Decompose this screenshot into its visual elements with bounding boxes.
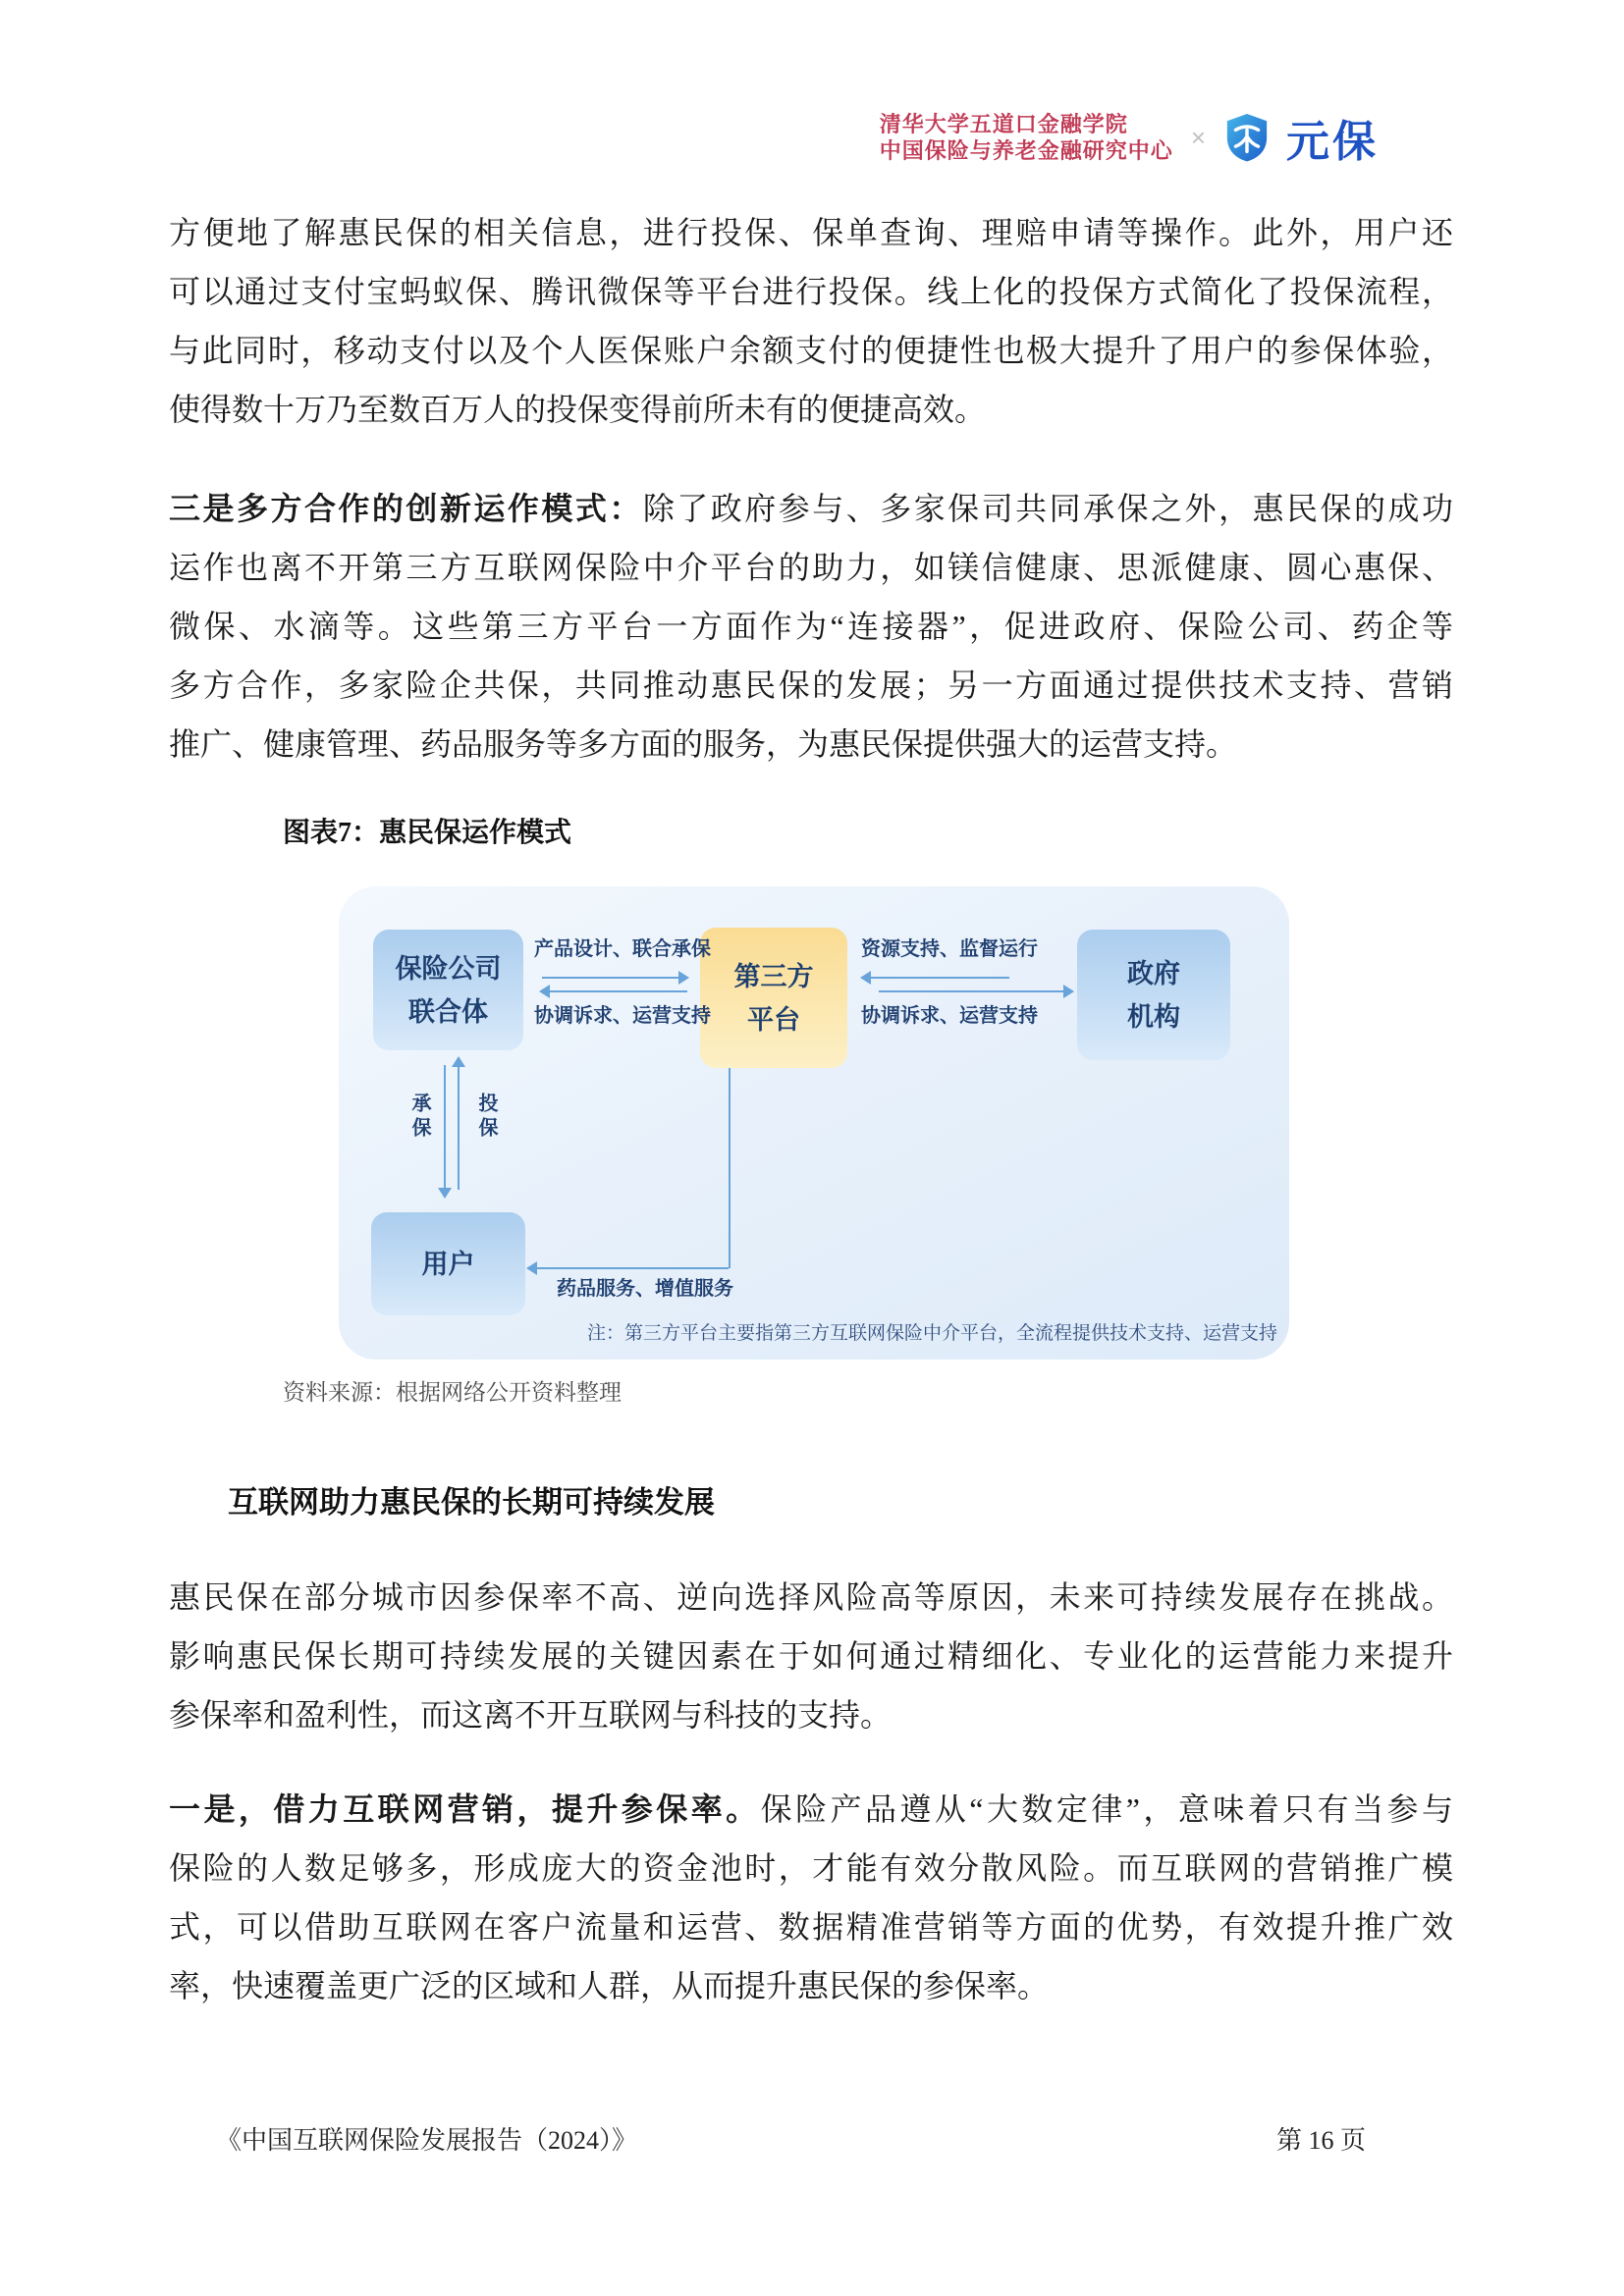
paragraph-3	[169, 1568, 1453, 1744]
paragraph-line: 微保、水滴等。这些第三方平台一方面作为“连接器”，促进政府、保险公司、药企等	[169, 609, 1453, 644]
paragraph-line: 参保率和盈利性，而这离不开互联网与科技的支持。	[169, 1697, 893, 1733]
yuanbao-shield-logo-icon	[1223, 112, 1271, 163]
node-label: 保险公司	[395, 953, 502, 984]
paragraph-line: 与此同时，移动支付以及个人医保账户余额支付的便捷性也极大提升了用户的参保体验，	[169, 333, 1453, 368]
paragraph-line: 运作也离不开第三方互联网保险中介平台的助力，如镁信健康、思派健康、圆心惠保、	[169, 550, 1453, 585]
paragraph-lead: 三是多方合作的创新运作模式：	[169, 491, 643, 526]
edge-label-coordination-right: 协调诉求、运营支持	[861, 1005, 1038, 1027]
paragraph-line	[169, 1780, 1453, 1839]
paragraph-line: 影响惠民保长期可持续发展的关键因素在于如何通过精细化、专业化的运营能力来提升	[169, 1638, 1453, 1674]
partnership-separator: ×	[1190, 122, 1206, 152]
footer-report-title: 《中国互联网保险发展报告（2024）》	[216, 2126, 638, 2155]
edge-label-insure: 投保	[475, 1093, 497, 1142]
edge-label-product-design: 产品设计、联合承保	[534, 938, 711, 960]
arrow-down-icon	[444, 1065, 446, 1190]
paragraph-line: 方便地了解惠民保的相关信息，进行投保、保单查询、理赔申请等操作。此外，用户还	[169, 215, 1453, 250]
huiminbao-operation-model-diagram	[339, 886, 1289, 1360]
connector-line	[729, 1068, 731, 1268]
institute-line1: 清华大学五道口金融学院	[879, 112, 1128, 136]
paragraph-line: 多方合作，多家险企共保，共同推动惠民保的发展；另一方面通过提供技术支持、营销	[169, 667, 1453, 703]
user-node	[371, 1212, 525, 1315]
edge-label-underwrite: 承保	[408, 1093, 430, 1142]
footer-page-number: 第 16 页	[1276, 2126, 1367, 2155]
paragraph-text: 保险产品遵从“大数定律”，意味着只有当参与	[760, 1791, 1453, 1827]
node-label: 平台	[747, 1004, 800, 1035]
figure-caption: 图表7：惠民保运作模式	[283, 818, 572, 848]
edge-label-coordination-left: 协调诉求、运营支持	[534, 1005, 711, 1027]
paragraph-line: 保险的人数足够多，形成庞大的资金池时，才能有效分散风险。而互联网的营销推广模	[169, 1850, 1453, 1886]
insurer-consortium-node	[373, 930, 523, 1050]
paragraph-line	[169, 479, 1453, 538]
institute-line2: 中国保险与养老金融研究中心	[879, 138, 1173, 163]
arrow-left-icon	[548, 990, 687, 992]
paragraph-4	[169, 1780, 1453, 2015]
institute-name	[880, 111, 1173, 164]
page-header	[880, 106, 1379, 169]
paragraph-text: 除了政府参与、多家保司共同承保之外，惠民保的成功	[642, 491, 1453, 526]
arrow-up-icon	[458, 1065, 460, 1190]
paragraph-line: 推广、健康管理、药品服务等多方面的服务，为惠民保提供强大的运营支持。	[169, 726, 1238, 762]
paragraph-line: 惠民保在部分城市因参保率不高、逆向选择风险高等原因，未来可持续发展存在挑战。	[169, 1579, 1453, 1615]
paragraph-2	[169, 479, 1453, 774]
figure-note: 注：第三方平台主要指第三方互联网保险中介平台，全流程提供技术支持、运营支持	[586, 1323, 1277, 1344]
paragraph-1	[169, 203, 1453, 439]
node-label: 第三方	[733, 961, 814, 991]
arrow-right-icon	[879, 990, 1065, 992]
paragraph-line: 式，可以借助互联网在客户流量和运营、数据精准营销等方面的优势，有效提升推广效	[169, 1909, 1453, 1945]
paragraph-line: 使得数十万乃至数百万人的投保变得前所未有的便捷高效。	[169, 392, 987, 427]
edge-label-resource-support: 资源支持、监督运行	[861, 938, 1038, 960]
figure-source: 资料来源：根据网络公开资料整理	[283, 1380, 622, 1405]
paragraph-line: 可以通过支付宝蚂蚁保、腾讯微保等平台进行投保。线上化的投保方式简化了投保流程，	[169, 274, 1453, 309]
node-label: 用户	[421, 1249, 475, 1279]
node-label: 联合体	[408, 996, 488, 1027]
node-label: 机构	[1127, 1001, 1180, 1032]
arrow-right-icon	[542, 977, 680, 979]
edge-label-drug-service: 药品服务、增值服务	[557, 1278, 733, 1300]
arrow-left-icon	[869, 977, 1009, 979]
third-party-platform-node	[700, 928, 847, 1068]
brand-name: 元保	[1286, 118, 1379, 166]
node-label: 政府	[1127, 958, 1180, 988]
paragraph-line: 率，快速覆盖更广泛的区域和人群，从而提升惠民保的参保率。	[169, 1968, 1050, 2003]
paragraph-lead: 一是，借力互联网营销，提升参保率。	[169, 1791, 761, 1827]
government-agency-node	[1077, 930, 1230, 1060]
section-heading: 互联网助力惠民保的长期可持续发展	[228, 1485, 715, 1520]
arrow-left-icon	[535, 1267, 729, 1269]
